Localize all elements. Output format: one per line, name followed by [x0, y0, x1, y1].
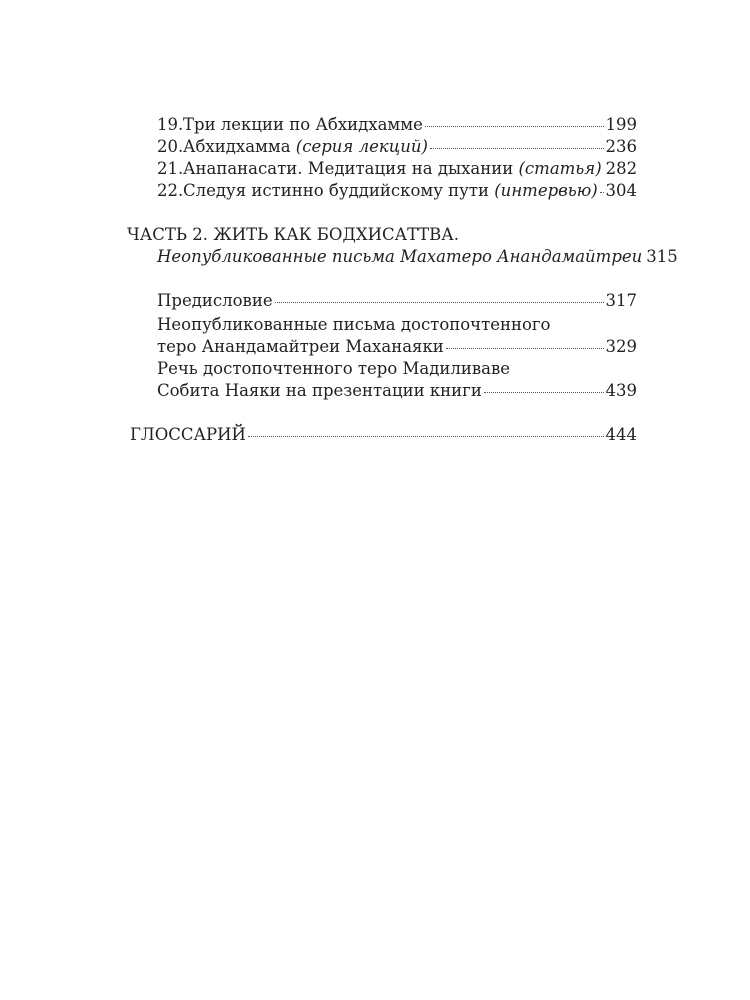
toc-entry-page: 304: [605, 181, 637, 200]
toc-entry-preface[interactable]: [157, 290, 637, 312]
toc-entry-page: 439: [605, 381, 637, 400]
leader-dots: [430, 148, 604, 149]
toc-entry-page: 315: [646, 247, 678, 266]
part-2-heading: ЧАСТЬ 2. ЖИТЬ КАК БОДХИСАТТВА.: [127, 225, 460, 244]
toc-entry-page: 236: [605, 137, 637, 156]
toc-entry-title: Собита Наяки на презентации книги: [157, 381, 482, 400]
toc-entry-page: 282: [605, 159, 638, 178]
toc-entry-number: 22.: [157, 181, 184, 200]
toc-entry-title: Неопубликованные письма Махатеро Анандамайтреи: [157, 247, 643, 266]
toc-entry-title: Следуя истинно буддийскому пути (интервью): [183, 181, 598, 200]
toc-entry-page: 329: [605, 337, 637, 356]
toc-entry-speech[interactable]: [157, 380, 637, 402]
toc-entry-title: Три лекции по Абхидхамме: [183, 115, 423, 134]
toc-entry-title: Абхидхамма (серия лекций): [183, 137, 428, 156]
toc-entry-22[interactable]: [157, 180, 637, 202]
toc-entry-page: 444: [605, 425, 637, 444]
toc-entry-page: 199: [605, 115, 637, 134]
leader-dots: [446, 348, 604, 349]
toc-entry-title: Предисловие: [157, 291, 273, 310]
leader-dots: [484, 392, 604, 393]
toc-entry-title: теро Анандамайтреи Маханаяки: [157, 337, 444, 356]
toc-entry-20[interactable]: [157, 136, 637, 158]
leader-dots: [275, 302, 604, 303]
toc-entry-letters[interactable]: [157, 336, 637, 358]
toc-entry-part-2[interactable]: [157, 246, 678, 268]
toc-entry-page: 317: [605, 291, 637, 310]
leader-dots: [248, 436, 604, 437]
toc-entry-19[interactable]: [157, 114, 637, 136]
toc-entry-title: Анапанасати. Медитация на дыхании (статья): [183, 159, 602, 178]
toc-entry-number: 19.: [157, 115, 184, 134]
leader-dots: [600, 192, 604, 193]
toc-entry-speech-line1[interactable]: Речь достопочтенного теро Мадиливаве: [157, 359, 511, 378]
toc-entry-21[interactable]: [157, 158, 637, 180]
toc-entry-letters-line1[interactable]: Неопубликованные письма достопочтенного: [157, 315, 551, 334]
toc-entry-number: 21.: [157, 159, 184, 178]
toc-entry-glossary[interactable]: [130, 424, 637, 446]
toc-entry-number: 20.: [157, 137, 184, 156]
toc-entry-title: ГЛОССАРИЙ: [130, 425, 246, 444]
leader-dots: [425, 126, 604, 127]
